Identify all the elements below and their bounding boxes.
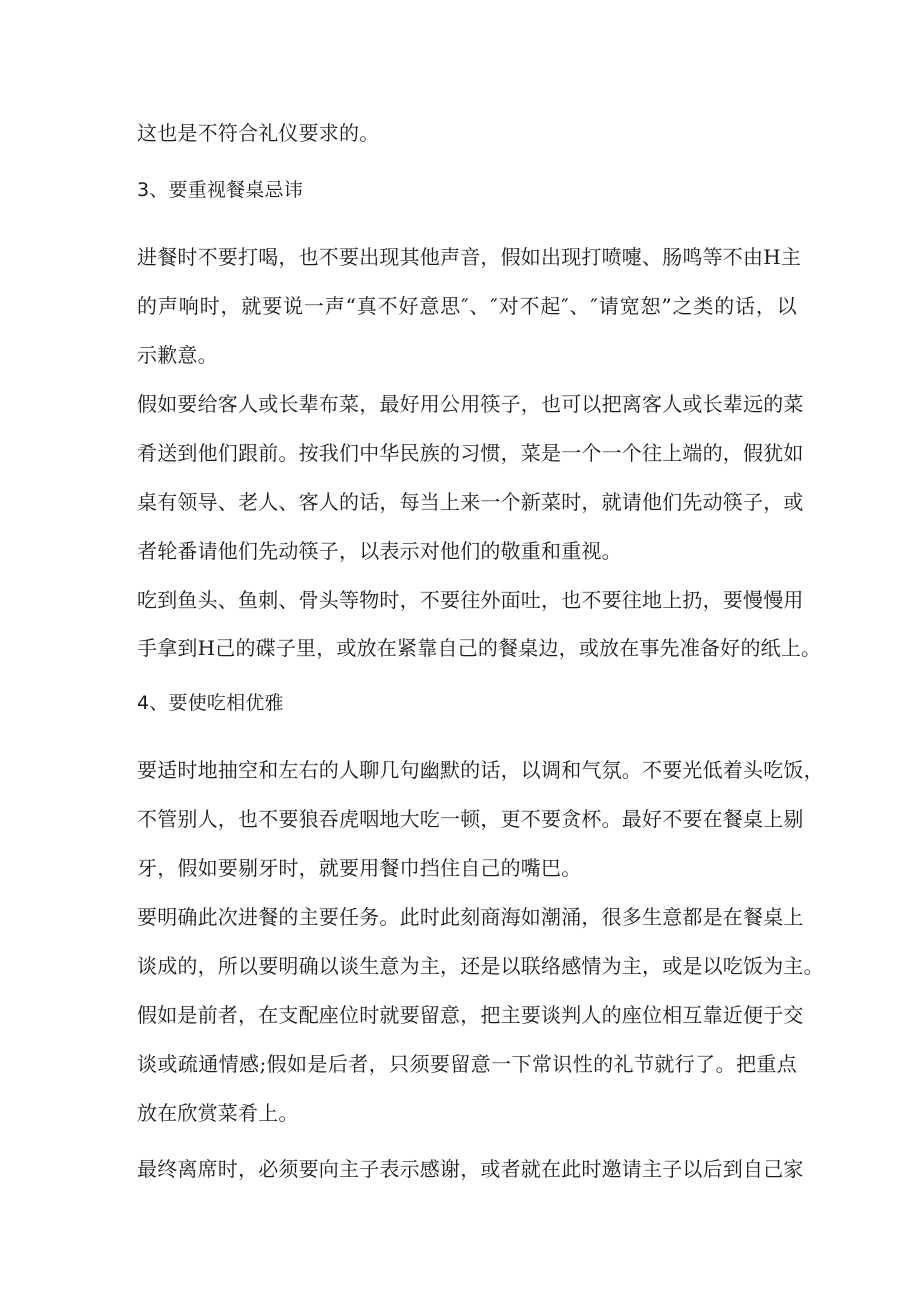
text-line: 手拿到H己的碟子里，或放在紧靠自己的餐桌边，或放在事先准备好的纸上。	[137, 636, 822, 660]
text-line: 要适时地抽空和左右的人聊几句幽默的话，以调和气氛。不要光低着头吃饭，	[137, 758, 824, 782]
text-line: 的声响时，就要说一声“真不好意思″、″对不起″、″请宽恕”之类的话，以	[137, 294, 797, 318]
text-line: 要明确此次进餐的主要任务。此时此刻商海如潮涌，很多生意都是在餐桌上	[137, 905, 804, 929]
text-line: 肴送到他们跟前。按我们中华民族的习惯，菜是一个一个往上端的，假犹如	[137, 441, 804, 465]
text-line: 最终离席时，必须要向主子表示感谢，或者就在此时邀请主子以后到自己家	[137, 1157, 804, 1181]
text-line: 假如要给客人或长辈布菜，最好用公用筷子，也可以把离客人或长辈远的菜	[137, 392, 804, 416]
text-line: 谈或疏通情感;假如是后者，只须要留意一下常识性的礼节就行了。把重点	[137, 1052, 797, 1076]
text-line: 吃到鱼头、鱼刺、骨头等物时，不要往外面吐，也不要往地上扔，要慢慢用	[137, 588, 804, 612]
text-line: 不管别人，也不要狼吞虎咽地大吃一顿，更不要贪杯。最好不要在餐桌上剔	[137, 807, 804, 831]
text-line: 示歉意。	[137, 343, 218, 367]
text-line: 进餐时不要打喝，也不要出现其他声音，假如出现打喷嚏、肠鸣等不由H主	[137, 245, 802, 269]
section-heading: 3、要重视餐桌忌讳	[137, 179, 303, 201]
text-line: 桌有领导、老人、客人的话，每当上来一个新菜时，就请他们先动筷子，或	[137, 490, 804, 514]
text-line: 这也是不符合礼仪要求的。	[137, 121, 380, 145]
text-line: 牙，假如要剔牙时，就要用餐巾挡住自己的嘴巴。	[137, 856, 582, 880]
text-line: 放在欣赏菜肴上。	[137, 1101, 299, 1125]
text-line: 者轮番请他们先动筷子，以表示对他们的敬重和重视。	[137, 539, 622, 563]
text-line: 假如是前者，在支配座位时就要留意，把主要谈判人的座位相互靠近便于交	[137, 1003, 804, 1027]
text-line: 谈成的，所以要明确以谈生意为主，还是以联络感情为主，或是以吃饭为主。	[137, 954, 824, 978]
section-heading: 4、要使吃相优雅	[137, 692, 284, 714]
